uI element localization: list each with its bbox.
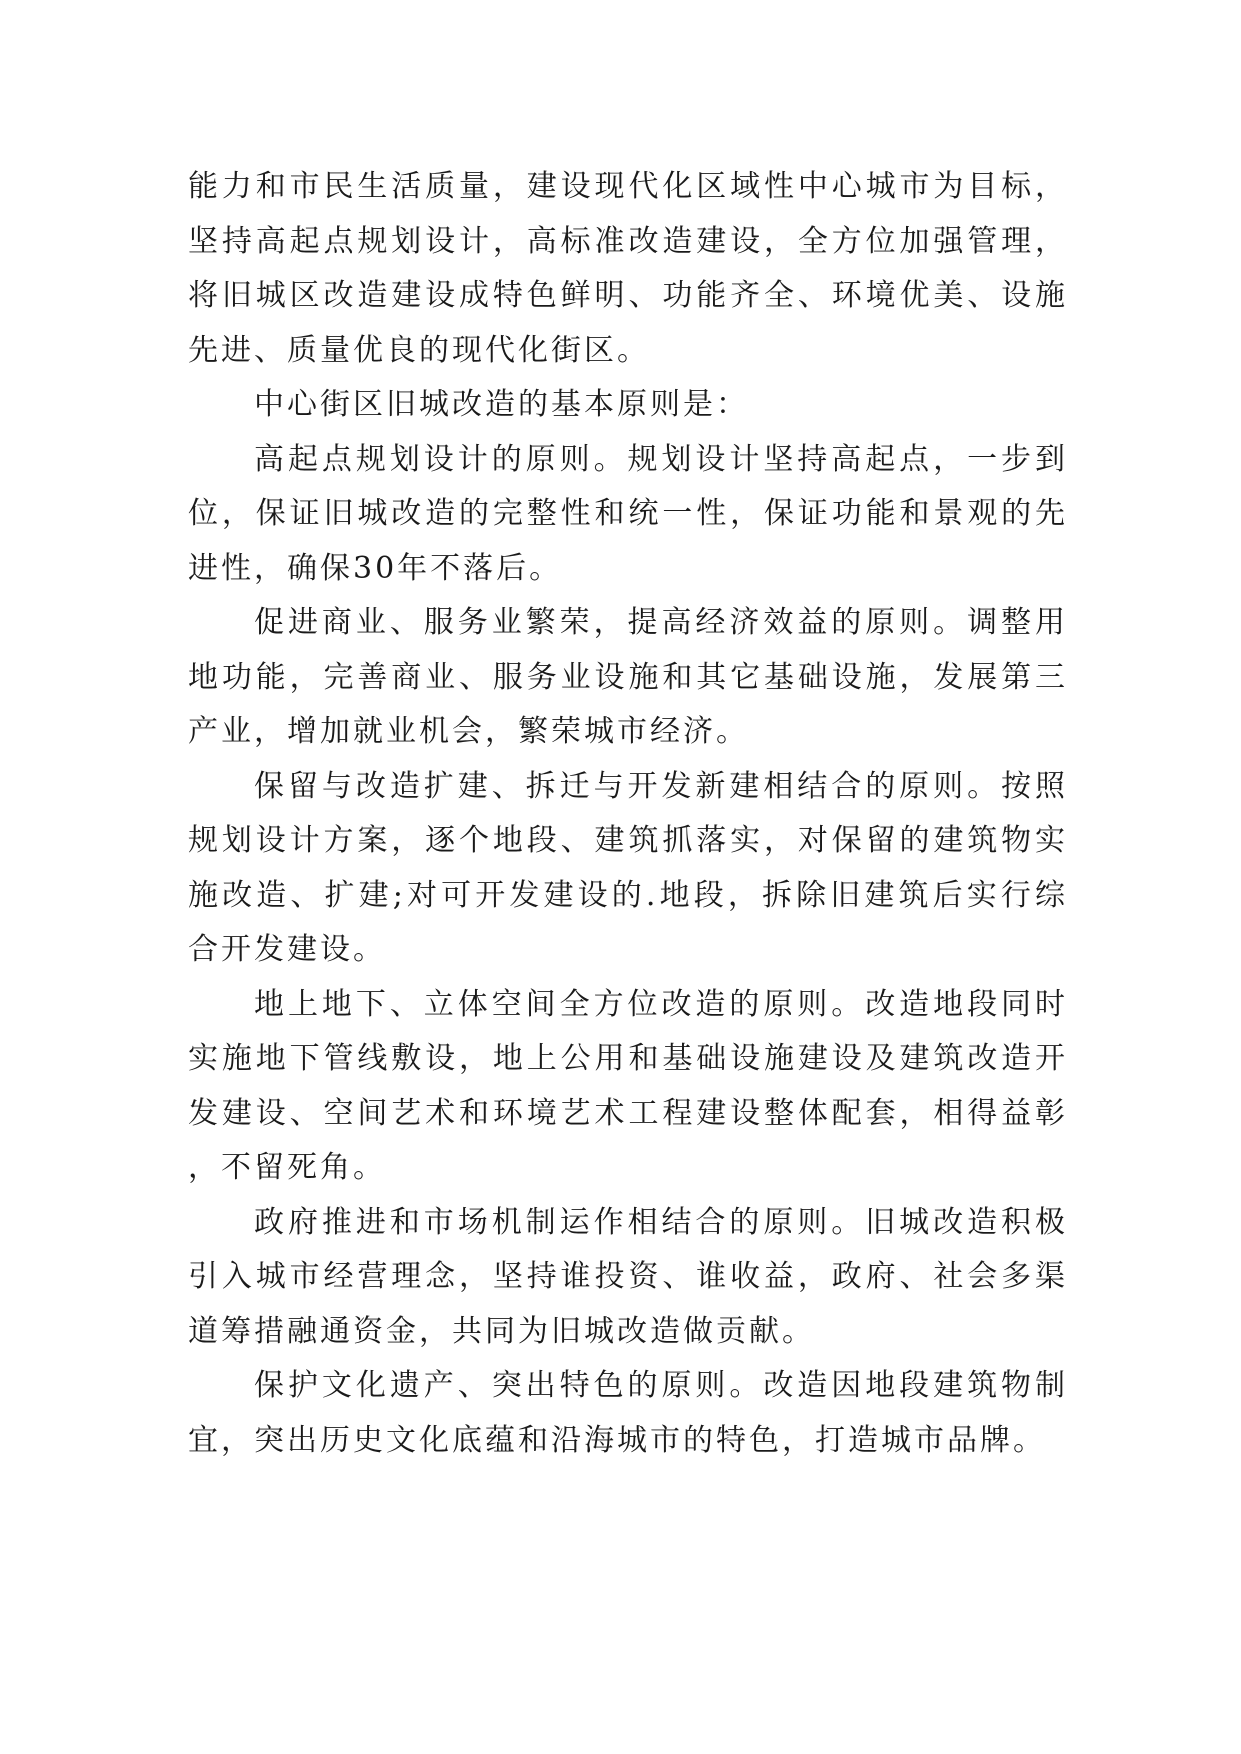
paragraph-1: 能力和市民生活质量，建设现代化区域性中心城市为目标，坚持高起点规划设计，高标准改造建设，全方位加强管理，将旧城区改造建设成特色鲜明、功能齐全、环境优美、设施先进、质量优良的现代化街区。 [188, 169, 1068, 368]
document-page [188, 160, 1068, 1468]
paragraph-4: 促进商业、服务业繁荣，提高经济效益的原则。调整用地功能，完善商业、服务业设施和其它基础设施，发展第三产业，增加就业机会，繁荣城市经济。 [188, 605, 1068, 749]
paragraph-6: 地上地下、立体空间全方位改造的原则。改造地段同时实施地下管线敷设，地上公用和基础设施建设及建筑改造开发建设、空间艺术和环境艺术工程建设整体配套，相得益彰，不留死角。 [188, 986, 1068, 1185]
paragraph-2: 中心街区旧城改造的基本原则是： [254, 387, 749, 422]
paragraph-3: 高起点规划设计的原则。规划设计坚持高起点，一步到位，保证旧城改造的完整性和统一性，保证功能和景观的先进性，确保30年不落后。 [188, 441, 1068, 586]
paragraph-5: 保留与改造扩建、拆迁与开发新建相结合的原则。按照规划设计方案，逐个地段、建筑抓落实，对保留的建筑物实施改造、扩建;对可开发建设的.地段，拆除旧建筑后实行综合开发建设。 [188, 768, 1068, 967]
paragraph-7: 政府推进和市场机制运作相结合的原则。旧城改造积极引入城市经营理念，坚持谁投资、谁收益，政府、社会多渠道筹措融通资金，共同为旧城改造做贡献。 [188, 1204, 1068, 1349]
paragraph-8: 保护文化遗产、突出特色的原则。改造因地段建筑物制宜，突出历史文化底蕴和沿海城市的特色，打造城市品牌。 [188, 1368, 1068, 1458]
